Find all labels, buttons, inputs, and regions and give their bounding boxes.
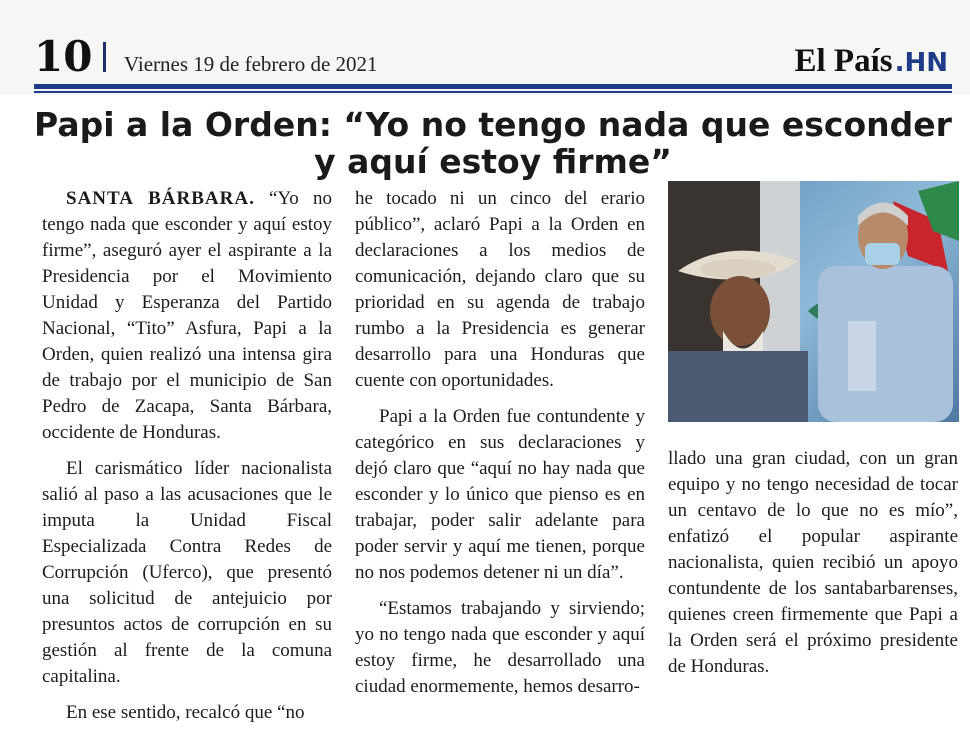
photo-illustration [668,181,959,422]
logo-suffix: .HN [894,48,948,78]
paragraph: En ese sentido, recalcó que “no [66,702,305,723]
paragraph: El carismático líder nacionalista salió al paso a las acusaciones que le imputa la Unidad Fiscal Especializada Contra Redes de Corrupción (Uferco), que presentó una solicitud de antejuicio por presuntos actos de corrupción en su gestión al frente de la comuna capitalina. [42,458,332,687]
paragraph: Papi a la Orden fue contundente y categórico en sus declaraciones y dejó claro que “aquí no hay nada que esconder y lo único que pienso es en trabajar, poder salir adelante para poder servir y aquí me tienen, porque no nos podemos detener ni un día”. [355,406,645,583]
paragraph-text: “Yo no tengo nada que esconder y aquí estoy firme”, aseguró ayer el aspirante a la Presidencia por el Movimiento Unidad y Esperanza del Partido Nacional, “Tito” Asfura, Papi a la Orden, quien realizó una intensa gira de trabajo por el municipio de San Pedro de Zacapa, Santa Bárbara, occidente de Honduras. [42,188,332,443]
page-number: 10 [34,32,93,81]
header-divider [103,42,106,72]
article-column-3 [668,446,958,690]
paragraph: “Estamos trabajando y sirviendo; yo no tengo nada que esconder y aquí estoy firme, he desarrollado una ciudad enormemente, hemos desarro- [355,598,645,697]
paragraph: llado una gran ciudad, con un gran equipo y no tengo necesidad de tocar un centavo de lo que no es mío”, enfatizó el popular aspirante nacionalista, quien recibió un apoyo contundente de los santabarbarenses, quienes creen firmemente que Papi a la Orden será el próximo presidente de Honduras. [668,448,958,677]
article-photo [668,181,959,422]
article-headline: Papi a la Orden: “Yo no tengo nada que esconder y aquí estoy firme” [34,105,952,181]
paragraph: he tocado ni un cinco del erario público”, aclaró Papi a la Orden en declaraciones a los medios de comunicación, dejando claro que su prioridad en su agenda de trabajo rumbo a la Presidencia es generar desarrollo para una Honduras que cuente con oportunidades. [355,188,645,391]
paragraph [42,186,332,446]
article-column-1 [42,186,332,736]
logo-main: El País [794,43,893,79]
dateline: SANTA BÁRBARA. [66,188,255,209]
header-rule [34,84,952,89]
issue-date: Viernes 19 de febrero de 2021 [124,52,378,76]
newspaper-logo [794,42,948,82]
article-column-2 [355,186,645,710]
header-rule-thin [34,91,952,93]
